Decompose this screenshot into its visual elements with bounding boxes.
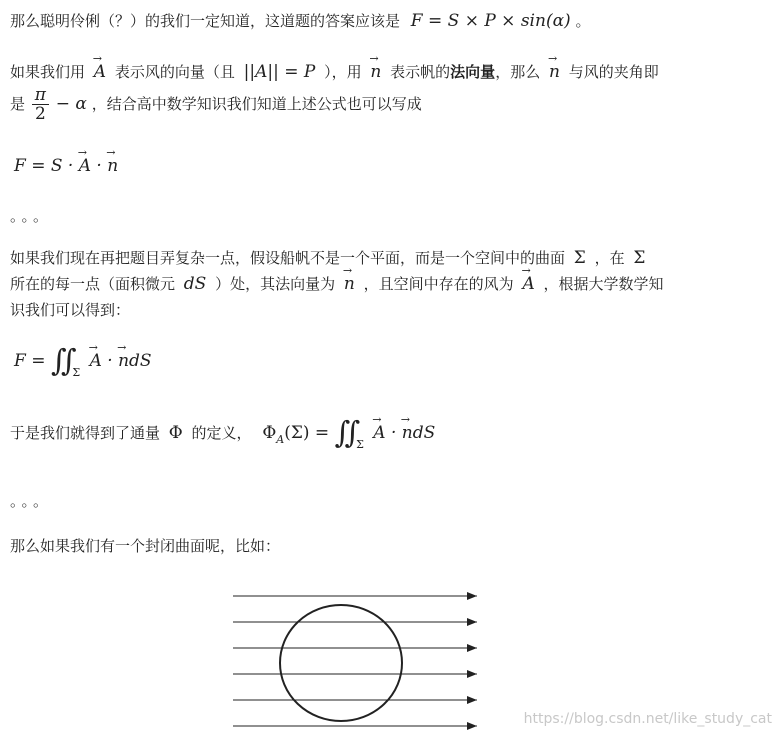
vector-A: → A bbox=[94, 61, 106, 83]
equation-dot-product: F = S · → A · → n bbox=[14, 155, 118, 177]
formula-answer: F = S × P × sin(α) bbox=[410, 11, 571, 31]
denominator: 2 bbox=[34, 104, 46, 124]
text: ），用 bbox=[324, 63, 362, 81]
dS-symbol: dS bbox=[183, 274, 207, 294]
norm-A: ||A|| = P bbox=[243, 62, 316, 82]
ellipsis: 。。。 bbox=[10, 207, 53, 225]
para-vector-intro bbox=[10, 61, 659, 83]
text: 如果我们现在再把题目弄复杂一点，假设船帆不是一个平面，而是一个空间中的曲面 bbox=[10, 249, 566, 267]
para-surface-l2 bbox=[10, 273, 664, 295]
para-surface-l1 bbox=[10, 247, 649, 269]
text: 所在的每一点（面积微元 bbox=[10, 275, 176, 293]
minus-alpha: − α bbox=[55, 94, 87, 114]
para-angle bbox=[10, 86, 422, 123]
text: 表示风的向量（且 bbox=[114, 63, 235, 81]
text: ，在 bbox=[594, 249, 625, 267]
sigma-symbol: Σ bbox=[633, 248, 646, 268]
equation-surface-integral: F = ∬ $_\Sigma$ → A · → ndS bbox=[14, 350, 152, 384]
double-integral: ∬ bbox=[334, 415, 353, 451]
vector-n: → n bbox=[344, 273, 355, 295]
phi: Φ bbox=[262, 423, 277, 443]
para-closed-surface: 那么如果我们有一个封闭曲面呢，比如： bbox=[10, 537, 281, 555]
text: 。 bbox=[575, 12, 591, 30]
numerator: π bbox=[32, 86, 49, 105]
phi-sub: A bbox=[276, 433, 285, 446]
text: 的定义， bbox=[191, 424, 252, 442]
text: ）处，其法向量为 bbox=[215, 275, 336, 293]
text: ，结合高中数学知识我们知道上述公式也可以写成 bbox=[91, 95, 422, 113]
watermark: https://blog.csdn.net/like_study_cat bbox=[523, 711, 772, 727]
closed-surface bbox=[280, 605, 402, 721]
para-flux-def bbox=[10, 415, 436, 456]
phi-arg: (Σ) = bbox=[284, 423, 330, 443]
text: 于是我们就得到了通量 bbox=[10, 424, 161, 442]
text: 那么聪明伶俐（？）的我们一定知道，这道题的答案应该是 bbox=[10, 12, 401, 30]
para-surface-l3: 识我们可以得到： bbox=[10, 301, 131, 319]
vector-n: → n bbox=[549, 61, 560, 83]
fraction-pi-over-2 bbox=[32, 86, 49, 123]
text: ，根据大学数学知 bbox=[543, 275, 664, 293]
text: ，且空间中存在的风为 bbox=[363, 275, 514, 293]
double-integral: ∬ bbox=[50, 343, 69, 379]
text: ，那么 bbox=[495, 63, 541, 81]
vector-n: → n bbox=[370, 61, 381, 83]
para-answer bbox=[10, 10, 590, 32]
ellipsis: 。。。 bbox=[10, 492, 53, 510]
text: 与风的夹角即 bbox=[568, 63, 659, 81]
text: 表示帆的 bbox=[390, 63, 451, 81]
phi-symbol: Φ bbox=[168, 423, 183, 443]
sigma-symbol: Σ bbox=[573, 248, 586, 268]
text: 是 bbox=[10, 95, 26, 113]
integral-sub: Σ bbox=[72, 366, 81, 379]
vector-A: → A bbox=[522, 273, 534, 295]
bold-normal-vector: 法向量 bbox=[450, 63, 496, 81]
integral-sub: Σ bbox=[356, 438, 364, 451]
lhs: F = bbox=[14, 351, 46, 371]
flow-lines bbox=[233, 596, 477, 726]
flux-formula: $\Phi_A(\Sigma)$ = ∬ $_\Sigma$ → A · → ndS bbox=[262, 423, 435, 443]
text: 如果我们用 bbox=[10, 63, 86, 81]
